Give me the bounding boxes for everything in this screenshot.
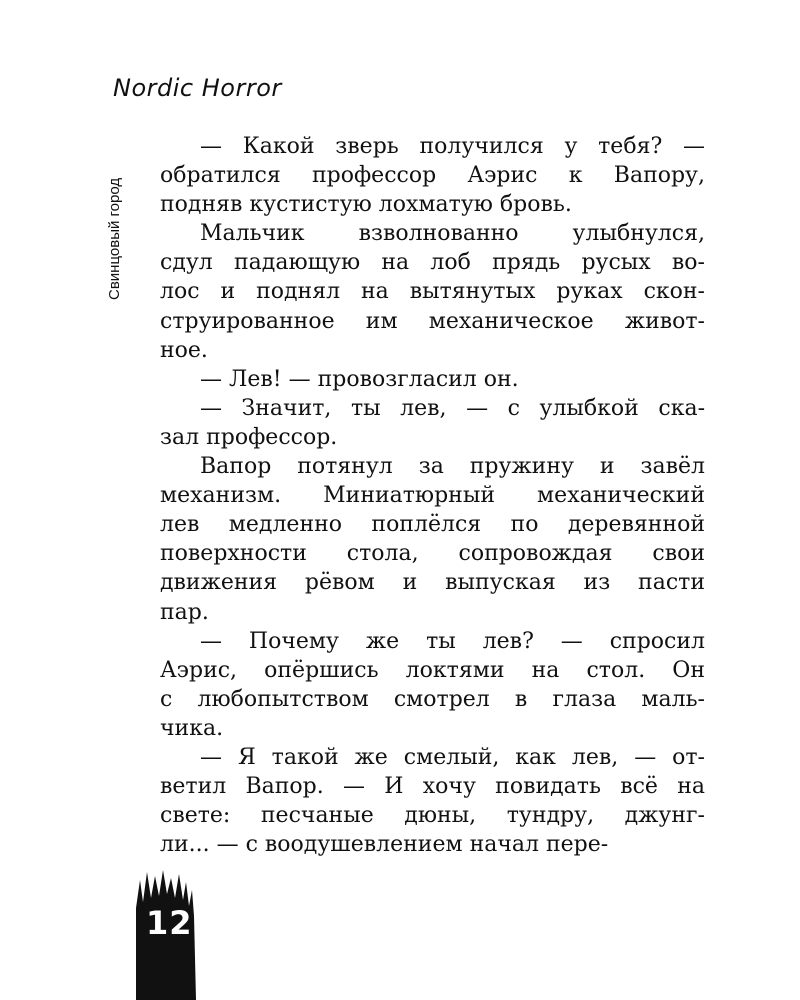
text-line: ли... — с воодушевлением начал пере- (160, 832, 609, 858)
text-line: Вапор потянул за пружину и завёл (200, 454, 705, 480)
text-block (160, 132, 705, 859)
paragraph (160, 452, 705, 627)
running-title: Свинцовый город (106, 177, 123, 300)
text-line: с любопытством смотрел в глаза маль- (160, 686, 705, 712)
text-line: Аэрис, опёршись локтями на стол. Он (160, 657, 705, 683)
series-title: Nordic Horror (113, 74, 282, 102)
text-line: лев медленно поплёлся по деревянной (160, 512, 705, 538)
text-line: — Почему же ты лев? — спросил (200, 628, 705, 654)
text-line: Мальчик взволнованно улыбнулся, (200, 221, 705, 247)
paragraph (160, 132, 705, 219)
paragraph (160, 743, 705, 859)
page-number: 12 (146, 904, 193, 942)
paragraph (160, 365, 705, 394)
text-line: ное. (160, 337, 208, 363)
text-line: поверхности стола, сопровождая свои (160, 541, 705, 567)
text-line: — Лев! — провозгласил он. (200, 366, 519, 392)
text-line: — Какой зверь получился у тебя? — (200, 134, 705, 159)
text-line: движения рёвом и выпуская из пасти (160, 570, 705, 596)
paragraph (160, 627, 705, 743)
text-line: пар. (160, 599, 209, 625)
text-line: ветил Вапор. — И хочу повидать всё на (160, 774, 705, 800)
text-line: зал профессор. (160, 424, 338, 450)
text-line: чика. (160, 715, 224, 741)
text-line: обратился профессор Аэрис к Вапору, (160, 163, 705, 189)
text-line: сдул падающую на лоб прядь русых во- (160, 250, 705, 276)
text-line: струированное им механическое живот- (160, 308, 705, 334)
text-line: механизм. Миниатюрный механический (160, 483, 705, 509)
text-line: — Значит, ты лев, — с улыбкой ска- (200, 395, 705, 421)
text-line: лос и поднял на вытянутых руках скон- (160, 279, 705, 305)
text-line: — Я такой же смелый, как лев, — от- (200, 744, 705, 770)
text-line: свете: песчаные дюны, тундру, джунг- (160, 803, 705, 829)
paragraph (160, 394, 705, 452)
text-line: подняв кустистую лохматую бровь. (160, 192, 572, 218)
paragraph (160, 219, 705, 364)
